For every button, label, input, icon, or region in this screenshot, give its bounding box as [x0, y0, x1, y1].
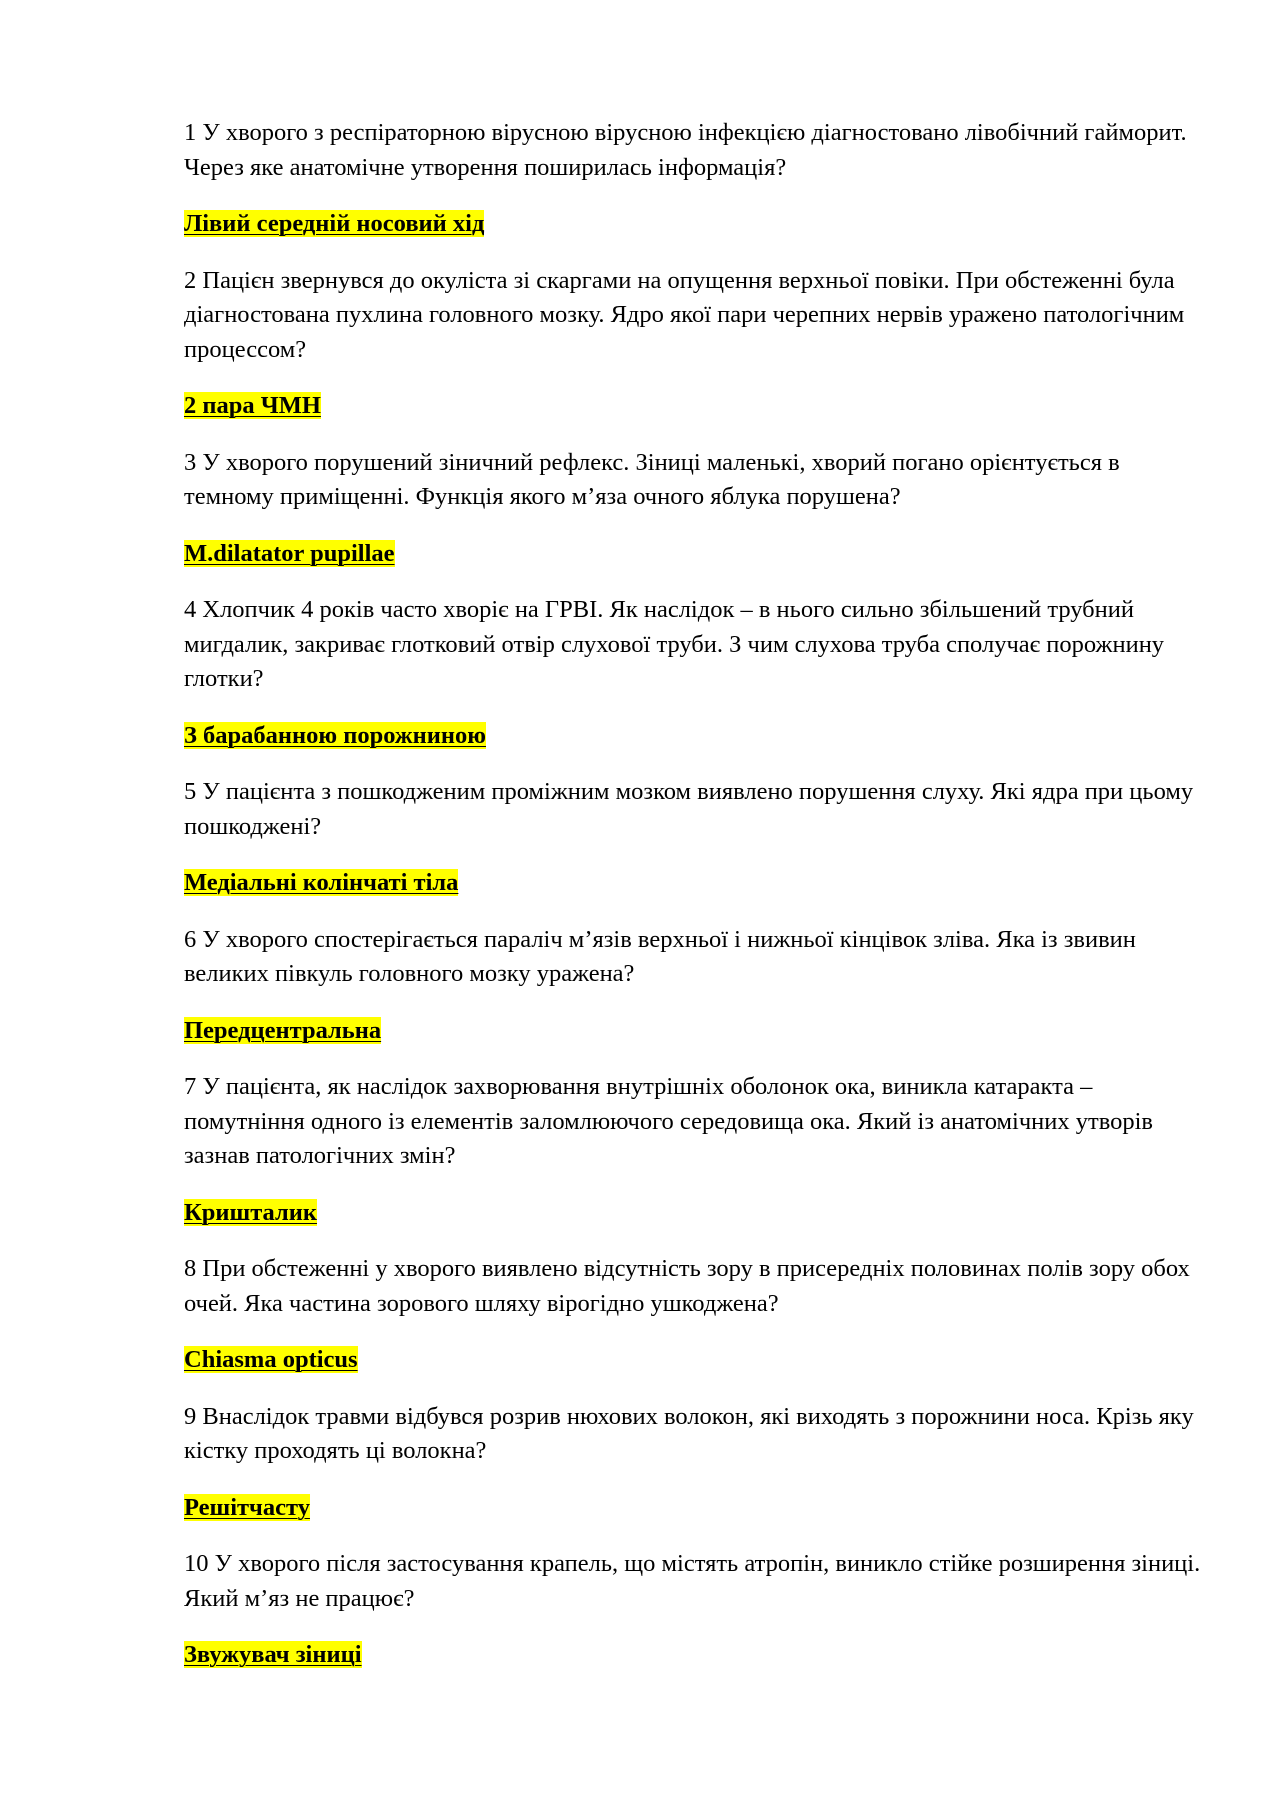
qa-item-2 — [184, 264, 1204, 424]
answer-4 — [184, 719, 1204, 754]
answer-10-text: Звужувач зіниці — [184, 1641, 362, 1668]
question-3: 3 У хворого порушений зіничний рефлекс. Зіниці маленькі, хворий погано орієнтується в темному приміщенні. Функція якого м’яза очного яблука порушена? — [184, 448, 1120, 510]
question-1: 1 У хворого з респіраторною вірусною вірусною інфекцією діагностовано лівобічний гайморит. Через яке анатомічне утворення поширилась інформація? — [184, 119, 1187, 181]
answer-8 — [184, 1343, 1204, 1378]
qa-item-5 — [184, 775, 1204, 901]
question-8: 8 При обстеженні у хворого виявлено відсутність зору в присередніх половинах полів зору обох очей. Яка частина зорового шляху вірогідно ушкоджена? — [184, 1255, 1190, 1317]
answer-1 — [184, 207, 1204, 242]
qa-item-9 — [184, 1400, 1204, 1526]
answer-6 — [184, 1014, 1204, 1049]
qa-item-8 — [184, 1252, 1204, 1378]
answer-10 — [184, 1638, 1204, 1673]
answer-7 — [184, 1196, 1204, 1231]
question-4: 4 Хлопчик 4 років часто хворіє на ГРВІ. Як наслідок – в нього сильно збільшений трубний мигдалик, закриває глотковий отвір слухової труби. З чим слухова труба сполучає порожнину глотки? — [184, 596, 1165, 692]
document-body — [184, 116, 1204, 1695]
question-2: 2 Пацієн звернувся до окуліста зі скаргами на опущення верхньої повіки. При обстеженні була діагностована пухлина головного мозку. Ядро якої пари черепних нервів уражено патологічним процессом? — [184, 266, 1185, 363]
answer-7-text: Кришталик — [184, 1198, 317, 1226]
answer-5-text: Медіальні колінчаті тіла — [184, 869, 459, 896]
answer-8-text: Chiasma opticus — [184, 1346, 358, 1373]
qa-item-4 — [184, 593, 1204, 753]
answer-5 — [184, 866, 1204, 901]
qa-item-10 — [184, 1547, 1204, 1673]
qa-item-3 — [184, 446, 1204, 572]
answer-3 — [184, 537, 1204, 572]
answer-2 — [184, 389, 1204, 424]
answer-1-text: Лівий середній носовий хід — [184, 210, 485, 237]
answer-9 — [184, 1491, 1204, 1526]
answer-6-text: Передцентральна — [184, 1016, 382, 1044]
answer-2-text: 2 пара ЧМН — [184, 392, 321, 419]
question-5: 5 У пацієнта з пошкодженим проміжним мозком виявлено порушення слуху. Які ядра при цьому пошкоджені? — [184, 778, 1194, 840]
answer-3-text: M.dilatator pupillae — [184, 539, 395, 567]
qa-item-1 — [184, 116, 1204, 242]
question-7: 7 У пацієнта, як наслідок захворювання внутрішніх оболонок ока, виникла катаракта – помутніння одного із елементів заломлюючого середовища ока. Який із анатомічних утворів зазнав патологічних змін? — [184, 1073, 1153, 1169]
question-9: 9 Внаслідок травми відбувся розрив нюхових волокон, які виходять з порожнини носа. Крізь яку кістку проходять ці волокна? — [184, 1402, 1194, 1464]
qa-item-7 — [184, 1070, 1204, 1230]
answer-4-text: З барабанною порожниною — [184, 721, 486, 749]
qa-item-6 — [184, 923, 1204, 1049]
question-6: 6 У хворого спостерігається параліч м’язів верхньої і нижньої кінцівок зліва. Яка із звивин великих півкуль головного мозку уражена? — [184, 925, 1136, 987]
question-10: 10 У хворого після застосування крапель, що містять атропін, виникло стійке розширення зіниці. Який м’яз не працює? — [184, 1550, 1201, 1612]
answer-9-text: Решітчасту — [184, 1493, 310, 1521]
